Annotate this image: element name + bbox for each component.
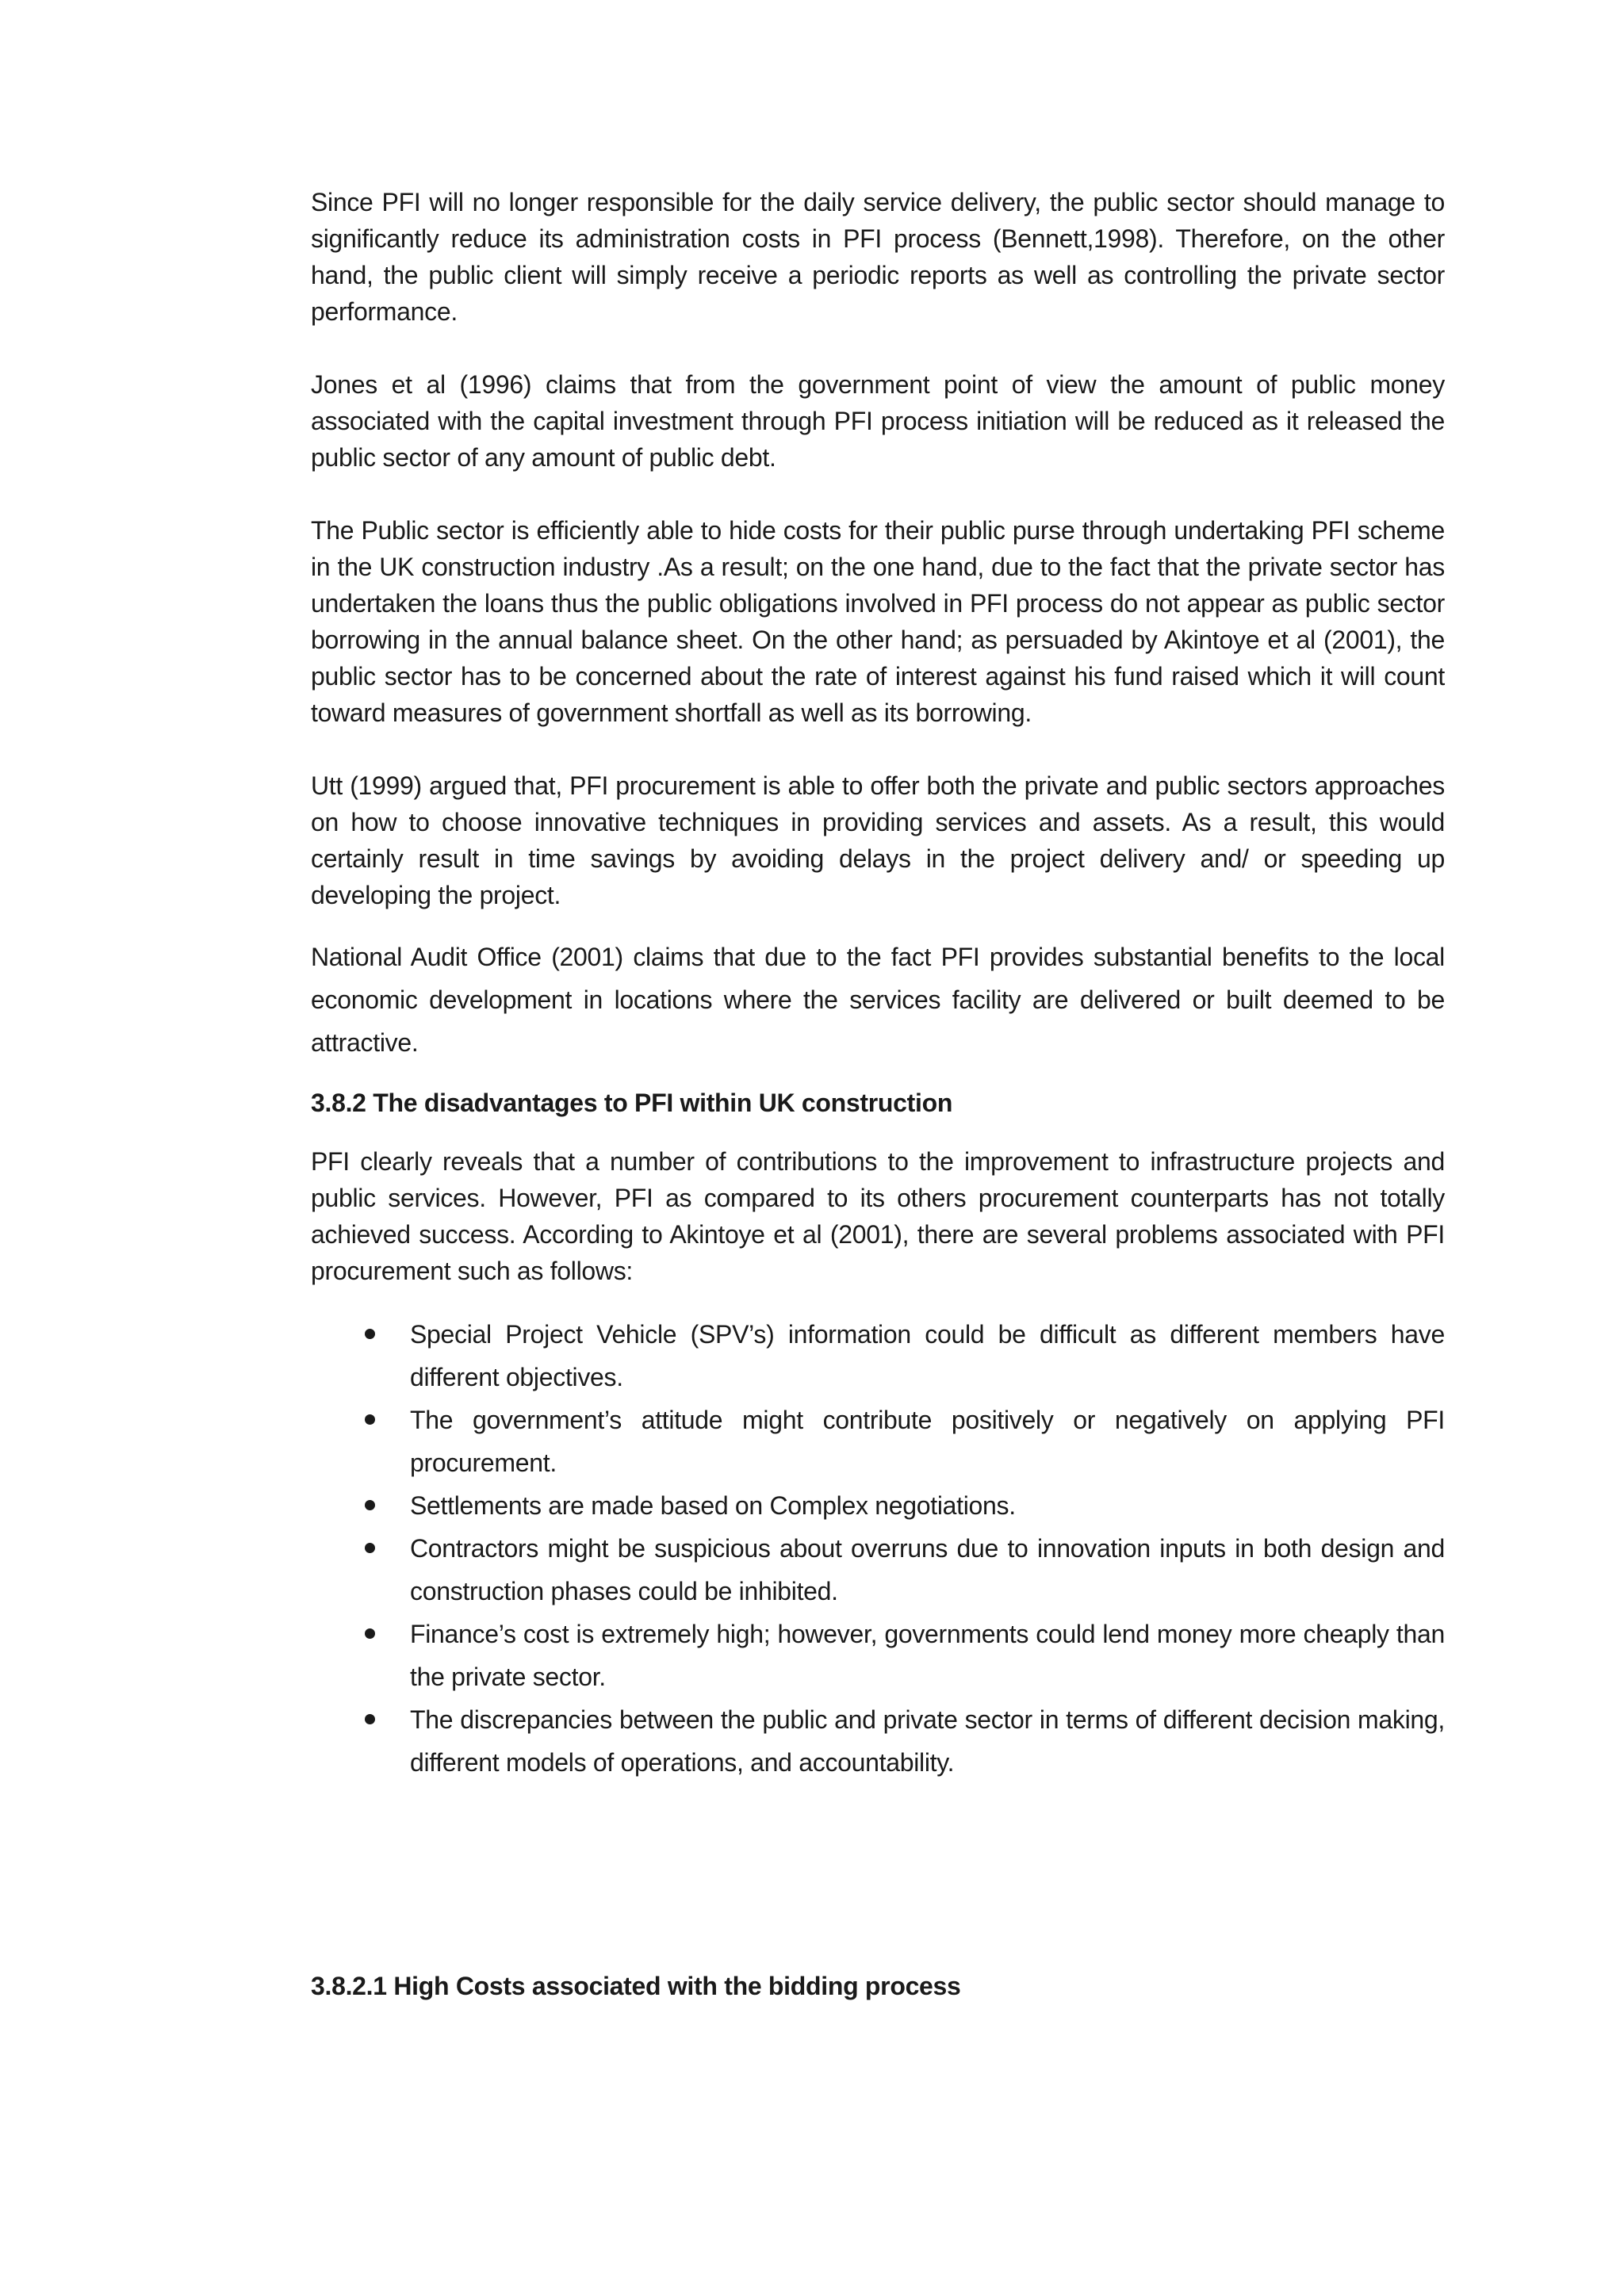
list-item-text: Settlements are made based on Complex negotiations. xyxy=(410,1491,1016,1520)
paragraph-utt-innovation: Utt (1999) argued that, PFI procurement is able to offer both the private and public sectors approaches on how to choose innovative techniques in providing services and assets. As a result, this would certainly result in time savings by avoiding delays in the project delivery and/ or speeding up developing the project. xyxy=(311,771,1445,909)
list-item xyxy=(311,1613,1445,1698)
list-item-text: Contractors might be suspicious about overruns due to innovation inputs in both design and construction phases could be inhibited. xyxy=(410,1534,1445,1605)
section-heading-disadvantages: 3.8.2 The disadvantages to PFI within UK construction xyxy=(311,1089,953,1117)
bullet-icon xyxy=(365,1714,375,1724)
bullet-icon xyxy=(365,1500,375,1510)
list-item-text: Special Project Vehicle (SPV’s) information could be difficult as different members have different objectives. xyxy=(410,1320,1445,1391)
paragraph-national-audit-office: National Audit Office (2001) claims that due to the fact PFI provides substantial benefits to the local economic development in locations where the services facility are delivered or built deemed to be attractive. xyxy=(311,943,1445,1057)
list-item xyxy=(311,1399,1445,1484)
section-heading-high-costs-bidding: 3.8.2.1 High Costs associated with the bidding process xyxy=(311,1972,961,2000)
disadvantages-list xyxy=(311,1313,1445,1784)
bullet-icon xyxy=(365,1329,375,1339)
list-item-text: Finance’s cost is extremely high; however, governments could lend money more cheaply than the private sector. xyxy=(410,1620,1445,1691)
bullet-icon xyxy=(365,1628,375,1639)
bullet-icon xyxy=(365,1543,375,1553)
list-item-text: The government’s attitude might contribute positively or negatively on applying PFI procurement. xyxy=(410,1406,1445,1477)
paragraph-pfi-admin-costs: Since PFI will no longer responsible for the daily service delivery, the public sector should manage to significantly reduce its administration costs in PFI process (Bennett,1998). Therefore, on the other hand, the public client will simply receive a periodic reports as well as controlling the private sector performance. xyxy=(311,188,1445,326)
paragraph-jones-public-money: Jones et al (1996) claims that from the government point of view the amount of public money associated with the capital investment through PFI process initiation will be reduced as it released the public sector of any amount of public debt. xyxy=(311,370,1445,472)
paragraph-pfi-problems-intro: PFI clearly reveals that a number of contributions to the improvement to infrastructure projects and public services. However, PFI as compared to its others procurement counterparts has not totally achieved success. According to Akintoye et al (2001), there are several problems associated with PFI procurement such as follows: xyxy=(311,1147,1445,1285)
document-page xyxy=(311,184,1445,2004)
bullet-icon xyxy=(365,1414,375,1425)
list-item xyxy=(311,1313,1445,1399)
list-item xyxy=(311,1527,1445,1613)
list-item-text: The discrepancies between the public and private sector in terms of different decision making, different models of operations, and accountability. xyxy=(410,1705,1445,1777)
list-item xyxy=(311,1698,1445,1784)
list-item xyxy=(311,1484,1445,1527)
paragraph-public-sector-hide-costs: The Public sector is efficiently able to hide costs for their public purse through undertaking PFI scheme in the UK construction industry .As a result; on the one hand, due to the fact that the private sector has undertaken the loans thus the public obligations involved in PFI process do not appear as public sector borrowing in the annual balance sheet. On the other hand; as persuaded by Akintoye et al (2001), the public sector has to be concerned about the rate of interest against his fund raised which it will count toward measures of government shortfall as well as its borrowing. xyxy=(311,516,1445,727)
